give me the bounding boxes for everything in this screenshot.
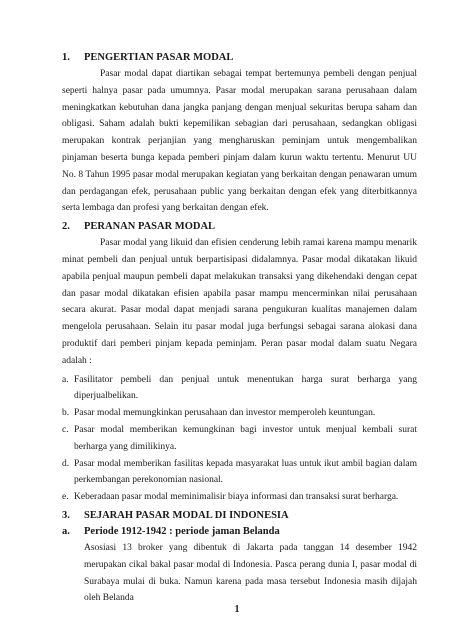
section-3-heading (62, 508, 417, 523)
list-item (62, 456, 417, 490)
list-marker: c. (62, 424, 69, 435)
list-text: Pasar modal memberikan kemungkinan bagi investor untuk menjual kembali surat berharga yang dimilikinya. (74, 424, 417, 452)
peran-list (62, 372, 417, 506)
subsection-a-marker: a. (62, 525, 70, 537)
list-text: Pasar modal memberikan fasilitas kepada masyarakat luas untuk ikut ambil bagian dalam perkembangan perekonomian nasional. (74, 458, 417, 486)
list-item (62, 489, 417, 506)
page-number: 1 (234, 604, 240, 615)
list-marker: d. (62, 458, 70, 469)
subsection-a-heading (62, 524, 417, 539)
list-text: Pasar modal memungkinkan perusahaan dan investor memperoleh keuntungan. (74, 408, 376, 419)
list-item (62, 422, 417, 456)
list-marker: e. (62, 492, 69, 503)
section-1-number: 1. (62, 52, 70, 63)
list-text: Fasilitator pembeli dan penjual untuk menentukan harga surat berharga yang diperjualbelikan. (74, 374, 417, 402)
list-item (62, 405, 417, 422)
section-2-number: 2. (62, 221, 70, 233)
list-marker: b. (62, 408, 70, 419)
section-2-paragraph: Pasar modal yang likuid dan efisien cenderung lebih ramai karena mampu menarik minat pembeli dan penjual untuk berpartisipasi didalamnya. Pasar modal dikatakan likuid apabila penjual maupun pembeli dapat melakukan transaksi yang dikehendaki dengan cepat dan pasar modal dikatakan efisien apabila pasar mampu mencerminkan nilai perusahaan secara akurat. Pasar modal dapat menjadi sarana pengukuran kualitas manajemen dalam mengelola perusahaan. Selain itu pasar modal juga berfungsi sebagai sarana alokasi dana produktif dari pemberi pinjam kepada peminjam. Peran pasar modal dalam suatu Negara adalah : (62, 238, 417, 366)
subsection-a-title: Periode 1912-1942 : periode jaman Belanda (84, 525, 280, 537)
list-text: Keberadaan pasar modal meminimalisir biaya informasi dan transaksi surat berharga. (74, 492, 399, 503)
section-3-number: 3. (62, 509, 70, 521)
section-1-heading (62, 50, 417, 65)
section-1-title: PENGERTIAN PASAR MODAL (84, 52, 234, 63)
page-content (62, 50, 417, 609)
list-marker: a. (62, 374, 69, 385)
list-item (62, 372, 417, 406)
section-1-paragraph: Pasar modal dapat diartikan sebagai tempat bertemunya pembeli dengan penjual seperti halnya pasar pada umumnya. Pasar modal merupakan sarana perusahaan dalam meningkatkan kebutuhan dana jangka panjang dengan menjual sekuritas berupa saham dan obligasi. Saham adalah bukti kepemilikan sebagian dari perusahaan, sedangkan obligasi merupakan kontrak perjanjian yang mengharuskan peminjam untuk mengembalikan pinjaman beserta bunga kepada pemberi pinjam dalam kurun waktu tertentu. Menurut UU No. 8 Tahun 1995 pasar modal merupakan kegiatan yang berkaitan dengan penawaran umum dan perdagangan efek, perusahaan public yang berkaitan dengan efek yang diterbitkannya serta lembaga dan profesi yang berkaitan dengan efek. (62, 69, 417, 214)
subsection-a-paragraph: Asosiasi 13 broker yang dibentuk di Jakarta pada tanggan 14 desember 1942 merupakan cikal bakal pasar modal di Indonesia. Pasca perang dunia I, pasar modal di Surabaya mulai di buka. Namun karena pada masa tersebut Indonesia masih dijajah oleh Belanda (84, 542, 417, 604)
section-2-title: PERANAN PASAR MODAL (84, 221, 216, 233)
section-3-title: SEJARAH PASAR MODAL DI INDONESIA (84, 509, 289, 521)
section-2-heading (62, 219, 417, 234)
